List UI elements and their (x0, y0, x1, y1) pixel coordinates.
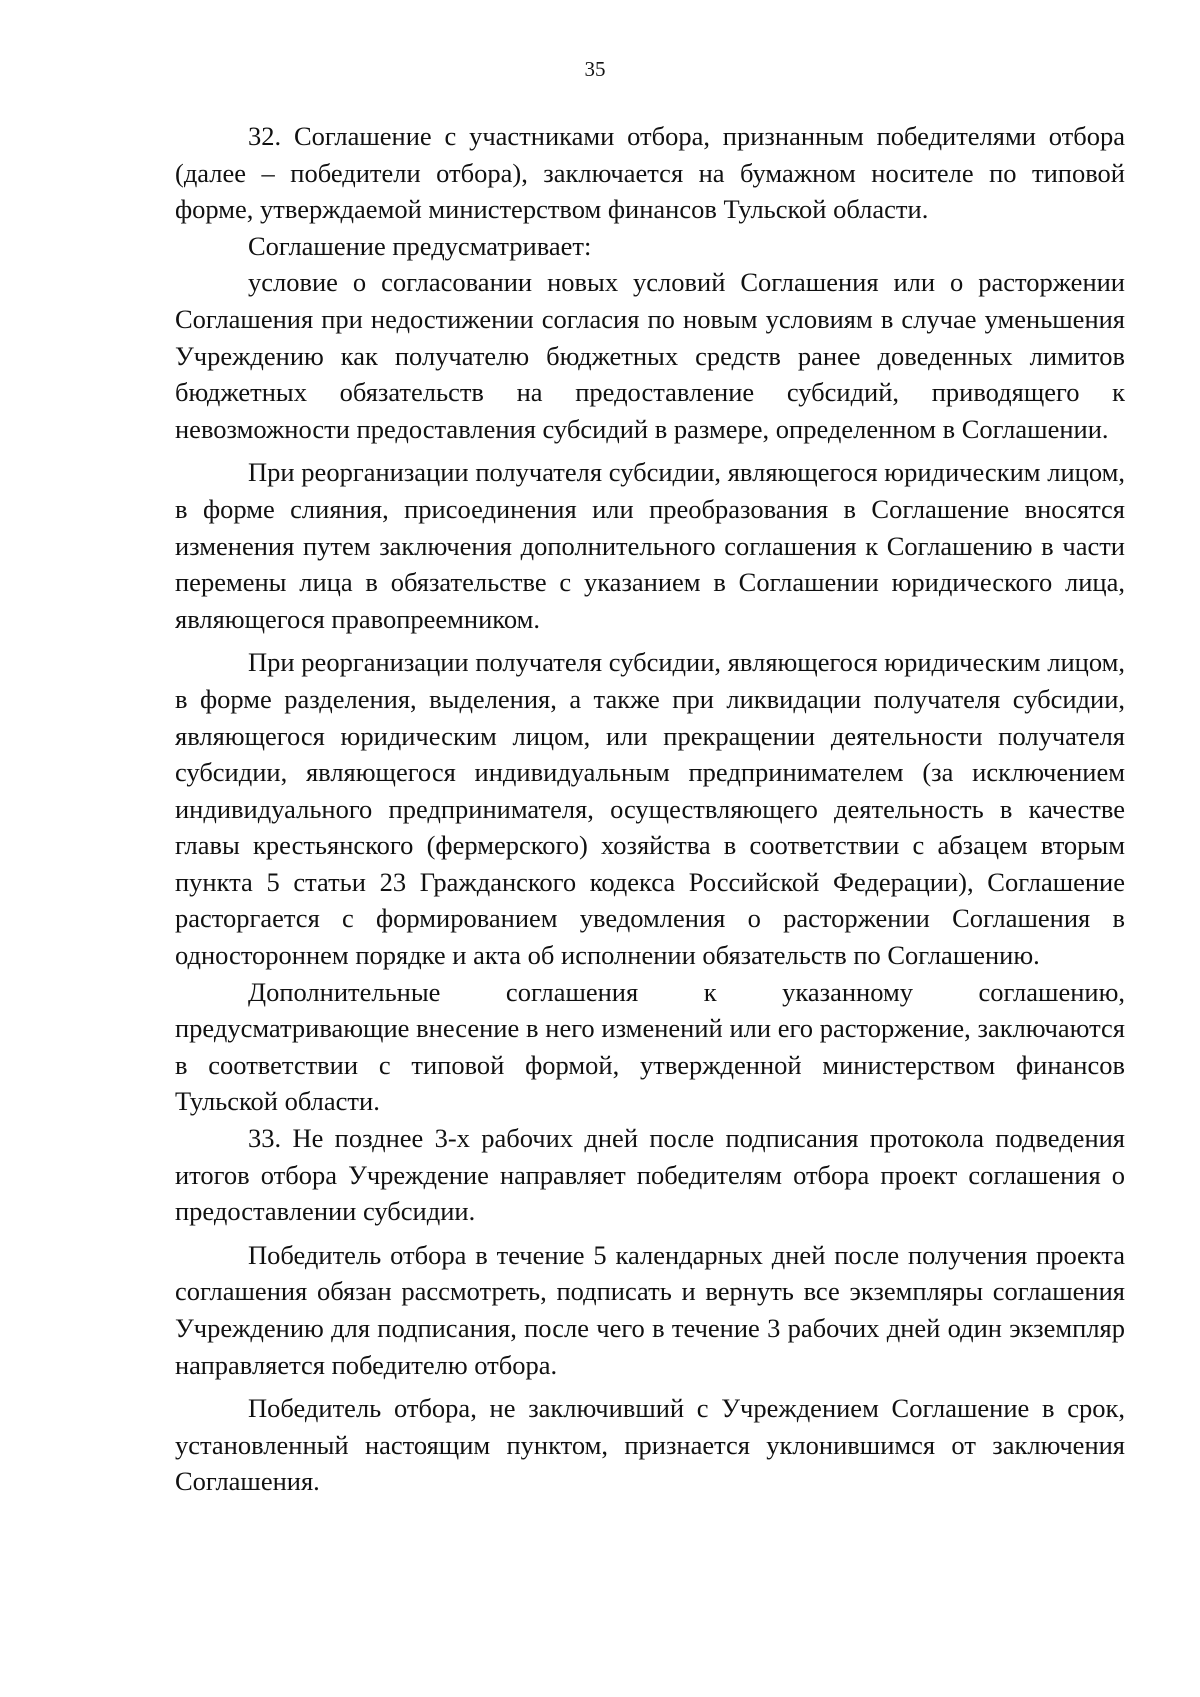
paragraph-32: 32. Соглашение с участниками отбора, признанным победителями отбора (далее – победители отбора), заключается на бумажном носителе по типовой форме, утверждаемой министерством финансов Тульской области. (175, 121, 1125, 225)
paragraph-33: 33. Не позднее 3-х рабочих дней после подписания протокола подведения итогов отбора Учреждение направляет победителям отбора проект соглашения о предоставлении субсидии. (175, 1123, 1125, 1227)
paragraph-condition: условие о согласовании новых условий Соглашения или о расторжении Соглашения при недостижении согласия по новым условиям в случае уменьшения Учреждению как получателю бюджетных средств ранее доведенных лимитов бюджетных обязательств на предоставление субсидий, приводящего к невозможности предоставления субсидий в размере, определенном в Соглашении. (175, 267, 1125, 444)
document-body (175, 118, 1125, 1500)
paragraph-reorganization-division: При реорганизации получателя субсидии, являющегося юридическим лицом, в форме разделения, выделения, а также при ликвидации получателя субсидии, являющегося юридическим лицом, или прекращении деятельности получателя субсидии, являющегося индивидуальным предпринимателем (за исключением индивидуального предпринимателя, осуществляющего деятельность в качестве главы крестьянского (фермерского) хозяйства в соответствии с абзацем вторым пункта 5 статьи 23 Гражданского кодекса Российской Федерации), Соглашение расторгается с формированием уведомления о расторжении Соглашения в одностороннем порядке и акта об исполнении обязательств по Соглашению. (175, 647, 1125, 971)
paragraph-winner-evasion: Победитель отбора, не заключивший с Учреждением Соглашение в срок, установленный настоящим пунктом, признается уклонившимся от заключения Соглашения. (175, 1393, 1125, 1497)
paragraph-agreement-provides: Соглашение предусматривает: (248, 230, 592, 261)
page-number: 35 (584, 57, 606, 81)
paragraph-additional-agreements: Дополнительные соглашения к указанному соглашению, предусматривающие внесение в него изменений или его расторжение, заключаются в соответствии с типовой формой, утвержденной министерством финансов Тульской области. (175, 976, 1125, 1117)
paragraph-winner-obligations: Победитель отбора в течение 5 календарных дней после получения проекта соглашения обязан рассмотреть, подписать и вернуть все экземпляры соглашения Учреждению для подписания, после чего в течение 3 рабочих дней один экземпляр направляется победителю отбора. (175, 1239, 1125, 1380)
paragraph-reorganization-merger: При реорганизации получателя субсидии, являющегося юридическим лицом, в форме слияния, присоединения или преобразования в Соглашение вносятся изменения путем заключения дополнительного соглашения к Соглашению в части перемены лица в обязательстве с указанием в Соглашении юридического лица, являющегося правопреемником. (175, 457, 1125, 634)
